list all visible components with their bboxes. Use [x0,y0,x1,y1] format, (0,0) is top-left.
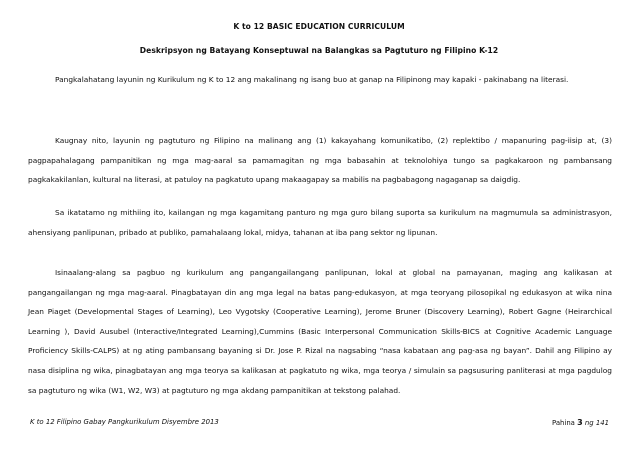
page-label: Pahina [551,419,575,427]
paragraph-4: Isinaalang-alang sa pagbuo ng kurikulum ang pangangailangang panlipunan, lokal at global na pamayanan, maging ang kalikasan at pangangailangan ng mga mag-aaral. Pinagbatayan din ang mga legal na batas pang-edukasyon, at mga teoryang pilosopikal ng edukasyon at wika nina Jean Piaget (Developmental Stages of Learning), Leo Vygotsky (Cooperative Learning), Jerome Bruner (Discovery Learning), Robert Gagne (Heirarchical Learning ), David Ausubel (Interactive/Integrated Learning),Cummins (Basic Interpersonal Communication Skills-BICS at Cognitive Academic Language Proficiency Skills-CALPS) at ng ating pambansang bayaning si Dr. Jose P. Rizal na nagsabing “nasa kabataan ang pag-asa ng bayan”. Dahil ang Filipino ay nasa disiplina ng wika, pinagbatayan ang mga teorya sa kalikasan at pagkatuto ng wika, mga teorya / simulain sa pagsusuring panliterasi at mga pagdulog sa pagtuturo ng wika (W1, W2, W3) at pagtuturo ng mga akdang pampanitikan at tekstong palahad. [28,268,612,395]
page-total: ng 141 [584,419,609,427]
paragraph-3: Sa ikatatamo ng mithiing ito, kailangan ng mga kagamitang panturo ng mga guro bilang suporta sa kurikulum na magmumula sa administrasyon, ahensiyang panlipunan, pribado at publiko, pamahalaang lokal, midya, tahanan at iba pang sektor ng lipunan. [28,208,612,237]
paragraph-1: Pangkalahatang layunin ng Kurikulum ng K to 12 ang makalinang ng isang buo at ganap na Filipinong may kapaki - pakinabang na literasi. [55,75,569,84]
page-number: 3 [577,418,583,427]
footer-document-label: K to 12 Filipino Gabay Pangkurikulum Disyembre 2013 [30,418,219,426]
footer-page-indicator [552,418,609,427]
document-title: K to 12 BASIC EDUCATION CURRICULUM [233,22,405,31]
document-subtitle: Deskripsyon ng Batayang Konseptuwal na Balangkas sa Pagtuturo ng Filipino K-12 [139,46,499,55]
paragraph-2: Kaugnay nito, layunin ng pagtuturo ng Filipino na malinang ang (1) kakayahang komunikatibo, (2) replektibo / mapanuring pag-iisip at, (3) pagpapahalagang pampanitikan ng mga mag-aaral sa pamamagitan ng mga babasahin at teknolohiya tungo sa pagkakaroon ng pambansang pagkakakilanlan, kultural na literasi, at patuloy na pagkatuto upang makaagapay sa mabilis na pagbabagong nagaganap sa daigdig. [28,136,612,185]
